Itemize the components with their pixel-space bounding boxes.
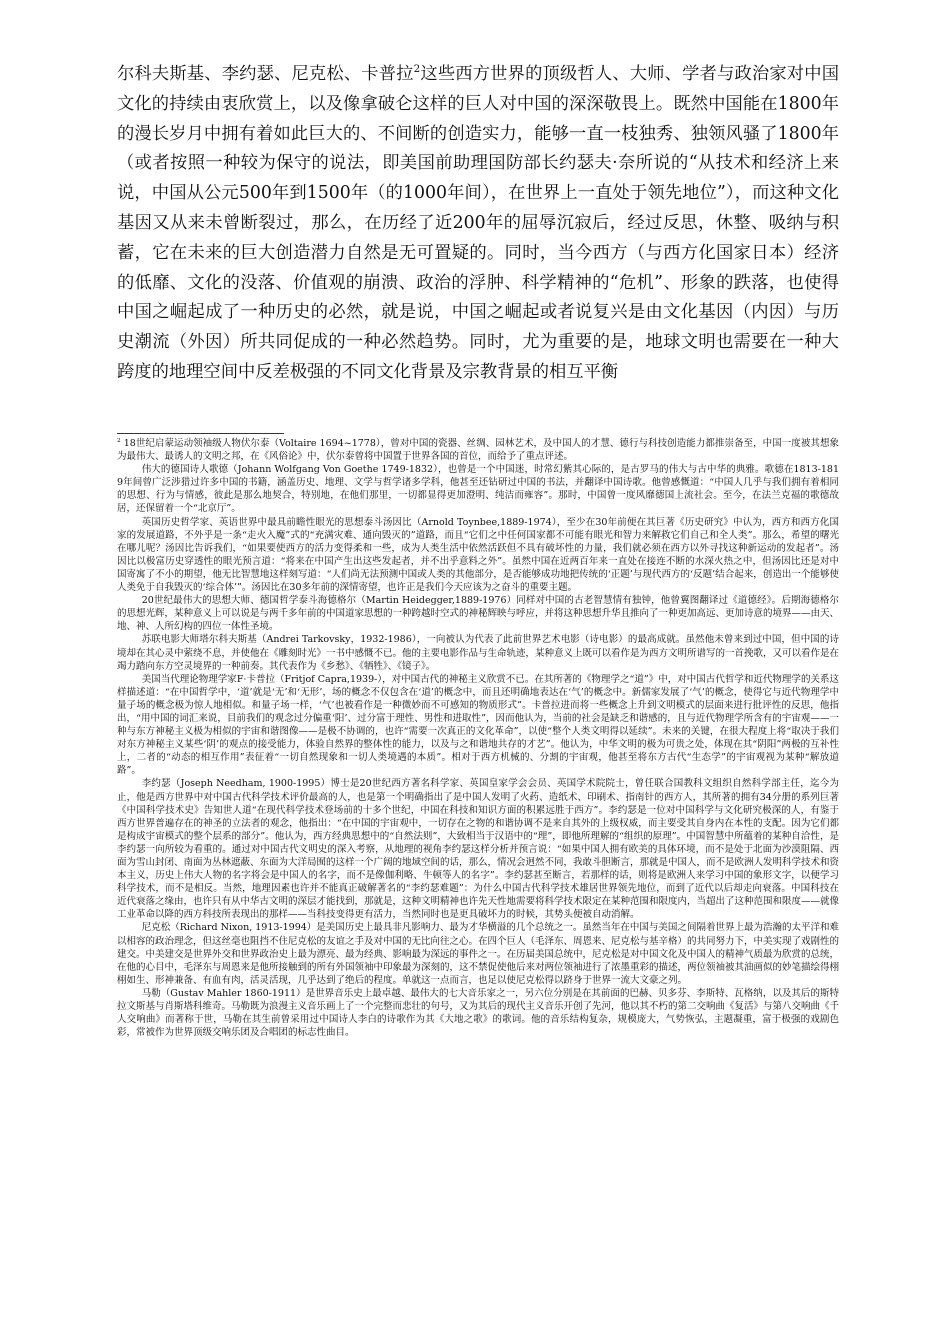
footnote-number: 2 [117, 437, 121, 444]
footnote-heidegger: 20世纪最伟大的思想大师、德国哲学泰斗海德格尔（Martin Heidegger,1889-1976）同样对中国的古老智慧情有独钟，他曾翼图翻译过《道德经》。后期海德格尔的思想光辉，某种意义上可以说是与两千多年前的中国道家思想的一种跨越时空式的神秘辉映与呼应，并将这种思想升华且推向了一种更加高远、更加诗意的境界——由天、地、神、人所幻构的四位一体性圣境。 [117, 595, 840, 633]
footnote-needham: 李约瑟（Joseph Needham, 1900-1995）博士是20世纪西方著名科学家、英国皇家学会会员、英国学术院院士，曾任联合国教科文组织自然科学部主任，迄今为止，他是西方世界中对中国古代科学技术评价最高的人，也是第一个明确指出了是中国人发明了火药、造纸术、印刷术、指南针的西方人，其所著的拥有34分册的系列巨著《中国科学技术史》告知世人道“在现代科学技术登场前的十多个世纪，中国在科技和知识方面的积累远胜于西方”。李约瑟是一位对中国科学与文化研究极深的人，有鉴于西方世界普遍存在的神圣的立法者的观念，他指出：“在中国的宇宙观中，一切存在之物的和谐协调不是来自其外的上级权威，而主要受其自身内在本性的支配。因为它们都是构成宇宙模式的整个层系的部分”。他认为，西方经典思想中的“自然法则”，大致相当于汉语中的“理”，即他所理解的“组织的原理”。中国智慧中所蕴着的某种自洽性，是李约瑟一向所较为看重的。通过对中国古代文明史的深入考察，从地理的视角李约瑟这样分析并预言说：“如果中国人拥有欧美的具体环境，而不是处于北面为沙漠阻隔、西面为雪山封闭、南面为丛林遮蔽、东面为大洋局囿的这样一个广阔的地域空间的话，那么，情况会迥然不同，我敢斗胆断言，那就是中国人，而不是欧洲人发明科学技术和资本主义，历史上伟大人物的名字将会是中国人的名字，而不是像伽利略、牛顿等人的名字”。李约瑟甚至断言，若那样的话，则将是欧洲人来学习中国的象形文字，以便学习科学技术，而不是相反。当然，地理因素也许并不能真正破解著名的“李约瑟难题”：为什么中国古代科学技术雄居世界领先地位，而到了近代以后却走向衰落。中国科技在近代衰落之缘由，也许只有从中华古文明的深层才能找到，那就是，这种文明精神也许先天性地需要将科学技术限定在某种范围和限度内，当超出了这种范围和限度——就像工业革命以降的西方科技所表现出的那样——当科技变得更有活力，当然同时也是更具破坏力的时候，其势头便被自动消解。 [117, 778, 840, 921]
footnote-mahler: 马勒（Gustav Mahler 1860-1911）是世界音乐史上最卓越、最伟大的七大音乐家之一，另六位分别是在其前面的巴赫、贝多芬、李斯特、瓦格纳，以及其后的斯特拉文斯基与肖斯塔科维奇。马勒既为浪漫主义音乐画上了一个完整而悲壮的句号，又为其后的现代主义音乐开创了先河，他以其不朽的第二交响曲《复活》与第八交响曲《千人交响曲》而著称于世，马勒在其生前曾采用过中国诗人李白的诗歌作为其《大地之歌》的歌词。他的音乐结构复杂，规模庞大，气势恢弘，主题凝重，富于极强的戏剧色彩，常被作为世界顶级交响乐团及合唱团的标志性曲目。 [117, 987, 840, 1039]
footnote-voltaire-text: 18世纪启蒙运动领袖级人物伏尔泰（Voltaire 1694~1778），曾对中国的瓷器、丝绸、园林艺术，及中国人的才慧、德行与科技创造能力都推崇备至，中国一度被其想象为最伟大、最诱人的文明之邦，在《风俗论》中，伏尔泰曾将中国置于世界各国的首位，而给予了重点评述。 [117, 438, 839, 463]
footnote-capra: 美国当代理论物理学家F·卡普拉（Fritjof Capra,1939-），对中国古代的神秘主义欣赏不已。在其所著的《物理学之“道”》中，对中国古代哲学和近代物理学的关系这样描述道：“在中国哲学中，‘道’就是‘无’和‘无形’，场的概念不仅包含在‘道’的概念中，而且还明确地表达在‘气’的概念中。新儒家发展了‘气’的概念，使得它与近代物理学中量子场的概念极为惊人地相似。和量子场一样，‘气’也被看作是一种微妙而不可感知的物质形式”。卡普拉进而将一些概念上升到文明模式的层面来进行批评性的反思，他指出，“用中国的词汇来说，目前我们的观念过分偏重‘阳’、过分富于理性、男性和进取性”，因而他认为，当前的社会是缺乏和谐感的，且与近代物理学所含有的宇宙观——一种与东方神秘主义极为相似的宇宙和谐图像——是极不协调的，也许“需要一次真正的文化革命”，以使“整个人类文明得以延续”。未来的关键，在很大程度上将“取决于我们对东方神秘主义某些‘阴’的观点的接受能力，体验自然界的整体性的能力，以及与之和谐地共存的才艺”。他认为，中华文明的极为可贵之处，体现在其“阴阳”两极的互补性上，二者的“动态的相互作用”表征着“一切自然现象和一切人类境遇的本质”。相对于西方机械的、分割的宇宙观，他甚至将东方古代“生态学”的宇宙观视为某种“解放道路”。 [117, 673, 839, 777]
footnote-tarkovsky: 苏联电影大师塔尔科夫斯基（Andrei Tarkovsky，1932-1986），一向被认为代表了此前世界艺术电影（诗电影）的最高成就。虽然他未曾来到过中国，但中国的诗境却在其心灵中萦绕不息，并使他在《雕刻时光》一书中感慨不已。他的主要电影作品与生命轨迹，某种意义上既可以看作是为西方文明所谱写的一首挽歌，又可以看作是在竭力踏向东方空灵境界的一种前奏。其代表作为《乡愁》、《牺牲》、《镜子》。 [117, 634, 840, 672]
body-paragraph [117, 60, 839, 388]
body-text-before-ref: 尔科夫斯基、李约瑟、尼克松、卡普拉 [117, 64, 414, 84]
footnote-goethe: 伟大的德国诗人歌德（Johann Wolfgang Von Goethe 1749-1832），也曾是一个中国迷，时常幻紫其心际的，是古罗马的伟大与古中华的典雅。歌德在1813-1819年间曾广泛涉猎过许多中国的书籍，涵盖历史、地理、文学与哲学诸多学科，他甚至还钻研过中国的书法，并翻译中国诗歌。他曾感慨道：“中国人几乎与我们拥有着相同的思想、行为与情感，彼此是那么地契合，特别地，在他们那里，一切都显得更加澄明、纯洁而雍容”。那时，中国曾一度风靡德国上流社会。至今，在法兰克福的歌德故居，还保留着一个“北京厅”。 [117, 464, 839, 515]
footnote-toynbee: 英国历史哲学家、英语世界中最具前瞻性眼光的思想泰斗汤因比（Arnold Toynbee,1889-1974），至少在30年前便在其巨著《历史研究》中认为，西方和西方化国家的发展道路，不外乎是一条“走火入魔”式的“充满灾难、通向毁灭的”道路，而且“它们之中任何国家都不可能有眼光和智力来解救它们自己和全人类”。那么，希望的曙光在哪儿呢？汤因比告诉我们，“如果要使西方的活力变得柔和一些，成为人类生活中依然活跃但不具有破坏性的力量，我们就必须在西方以外寻找这种新运动的发起者”。汤因比以极富历史穿透性的眼光预言道：“将来在中国产生出这些发起者，并不出乎意料之外”。虽然中国在近两百年来一直处在接连不断的水深火热之中，但汤因比还是对中国寄寓了不小的期望，他无比智慧地这样刻写道：“人们尚无法预测中国或人类的其他部分，是否能够成功地把传统的‘正题’与现代西方的‘反题’结合起来，创造出一个能够使人类免于自我毁灭的‘综合体’”。汤因比在30多年前的深情寄望，也许正是我们今天应该为之奋斗的重要主题。 [117, 516, 839, 594]
main-text-block [117, 60, 839, 388]
footnote-reference[interactable]: 2 [413, 63, 421, 76]
footnote-nixon: 尼克松（Richard Nixon, 1913-1994）是美国历史上最具非凡影响力、最为才华横溢的几个总统之一。虽然当年在中国与美国之间隔着世界上最为浩瀚的太平洋和难以相容的政治理念，但这丝毫也阻挡不住尼克松的友谊之手及对中国的无比向往之心。在四个巨人（毛泽东、周恩来、尼克松与基辛格）的共同努力下，中美实现了戏剧性的建交。中美建交是世界外交和世界政治史上最为漂亮、最为经典、影响最为深远的事件之一。在历届美国总统中，尼克松是对中国文化及中国人的精神气质最为欣赏的总统，在他的心目中，毛泽东与周恩来是他所接触到的所有外国领袖中印象最为深刻的，这不禁促使他后来对两位领袖进行了浓墨重彩的描述，两位领袖被其油画似的妙笔描绘得栩栩如生、形神兼备、有血有肉，活灵活现，几乎达到了绝后的程度。单就这一点而言，也足以使尼克松得以跻身于世界一流大文豪之列。 [117, 922, 840, 986]
footnote-separator [117, 433, 284, 434]
body-text-after-ref: 这些西方世界的顶级哲人、大师、学者与政治家对中国文化的持续由衷欣赏上，以及像拿破仑这样的巨人对中国的深深敬畏上。既然中国能在1800年的漫长岁月中拥有着如此巨大的、不间断的创造实力，能够一直一枝独秀、独领风骚了1800年（或者按照一种较为保守的说法，即美国前助理国防部长约瑟夫·奈所说的“从技术和经济上来说，中国从公元500年到1500年（的1000年间），在世界上一直处于领先地位”），而这种文化基因又从来未曾断裂过，那么，在历经了近200年的屈辱沉寂后，经过反思，休整、吸纳与积蓄，它在未来的巨大创造潜力自然是无可置疑的。同时，当今西方（与西方化国家日本）经济的低靡、文化的没落、价值观的崩溃、政治的浮肿、科学精神的“危机”、形象的跌落，也使得中国之崛起成了一种历史的必然，就是说，中国之崛起或者说复兴是由文化基因（内因）与历史潮流（外因）所共同促成的一种必然趋势。同时，尤为重要的是，地球文明也需要在一种大跨度的地理空间中反差极强的不同文化背景及宗教背景的相互平衡 [117, 64, 839, 382]
footnote-voltaire [117, 437, 839, 463]
footnotes-block [117, 437, 839, 1039]
